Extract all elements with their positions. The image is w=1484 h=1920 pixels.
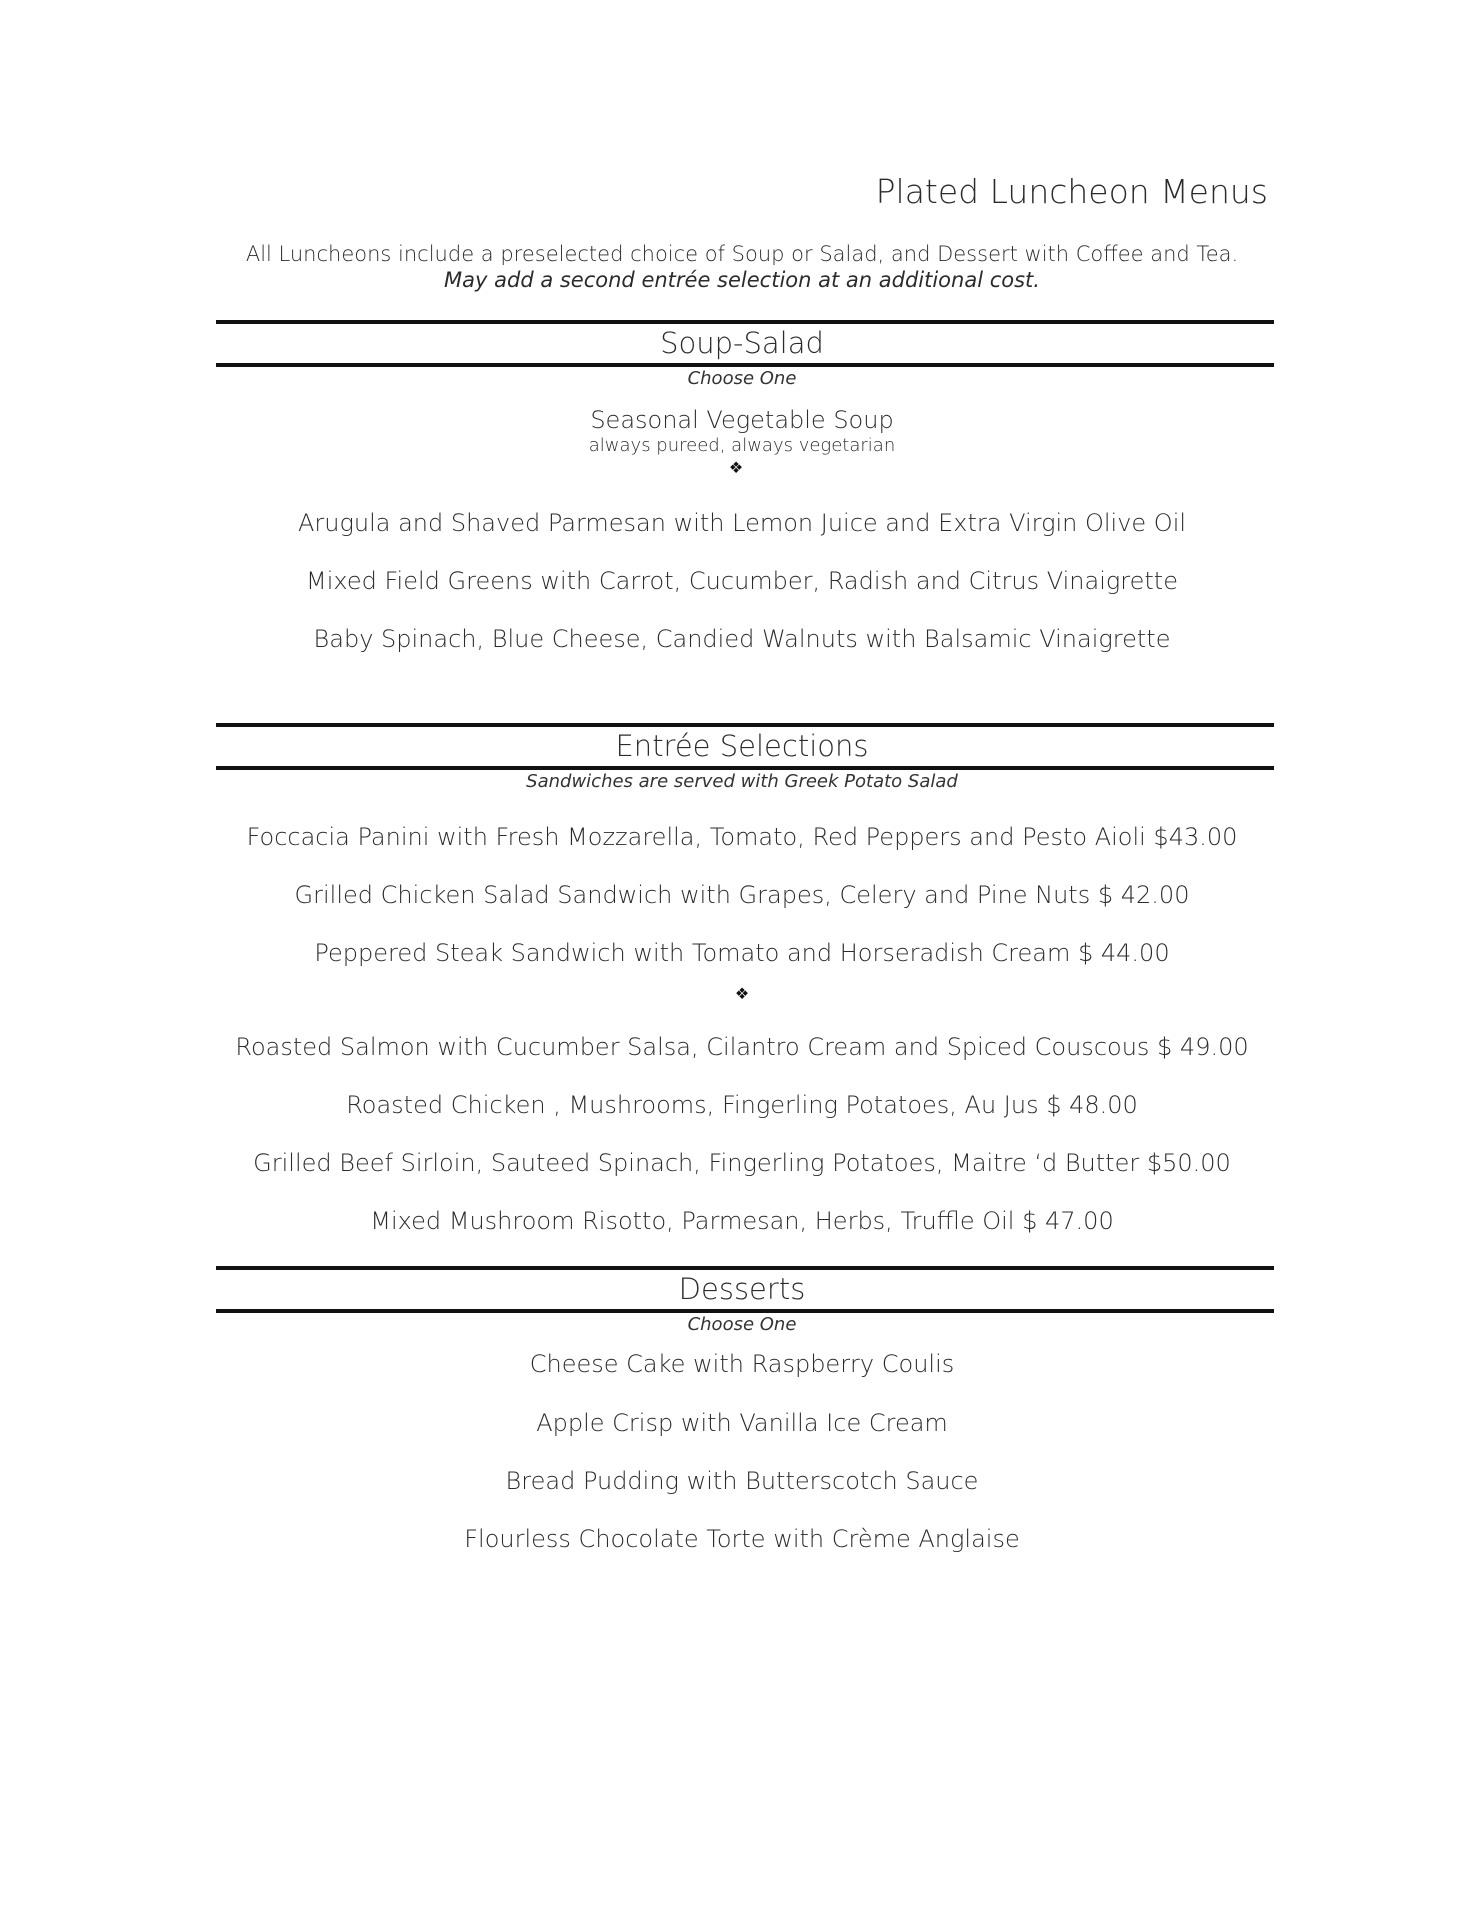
entree-heading: Entrée Selections [615, 729, 869, 763]
salad-item: Arugula and Shaved Parmesan with Lemon Juice and Extra Virgin Olive Oil [297, 509, 1187, 537]
entree-note: Sandwiches are served with Greek Potato Salad [526, 771, 958, 792]
entree-item: Grilled Chicken Salad Sandwich with Grapes, Celery and Pine Nuts $ 42.00 [294, 881, 1190, 909]
dessert-item: Apple Crisp with Vanilla Ice Cream [536, 1409, 948, 1437]
soup-name: Seasonal Vegetable Soup [590, 406, 894, 434]
entree-item: Mixed Mushroom Risotto, Parmesan, Herbs, Truffle Oil $ 47.00 [370, 1207, 1114, 1235]
section-rule-top [216, 1266, 1274, 1270]
dessert-item: Cheese Cake with Raspberry Coulis [529, 1350, 955, 1378]
section-rule-bottom [216, 766, 1274, 770]
dessert-item: Bread Pudding with Butterscotch Sauce [505, 1467, 979, 1495]
salad-item: Baby Spinach, Blue Cheese, Candied Walnuts with Balsamic Vinaigrette [313, 625, 1171, 653]
ornament-divider-icon: ❖ [728, 458, 744, 477]
salad-item: Mixed Field Greens with Carrot, Cucumber, Radish and Citrus Vinaigrette [306, 567, 1178, 595]
desserts-note: Choose One [687, 1314, 797, 1335]
intro-text: All Luncheons include a preselected choice of Soup or Salad, and Dessert with Coffee and Tea. [245, 242, 1239, 266]
entree-item: Peppered Steak Sandwich with Tomato and Horseradish Cream $ 44.00 [314, 939, 1170, 967]
soup-salad-heading: Soup-Salad [660, 326, 824, 360]
entree-item: Foccacia Panini with Fresh Mozzarella, Tomato, Red Peppers and Pesto Aioli $43.00 [246, 823, 1238, 851]
dessert-item: Flourless Chocolate Torte with Crème Anglaise [464, 1525, 1020, 1553]
section-rule-bottom [216, 1309, 1274, 1313]
entree-item: Grilled Beef Sirloin, Sauteed Spinach, Fingerling Potatoes, Maitre ‘d Butter $50.00 [253, 1149, 1231, 1177]
soup-salad-note: Choose One [687, 368, 797, 389]
section-rule-top [216, 723, 1274, 727]
ornament-divider-icon: ❖ [734, 984, 750, 1003]
page-title: Plated Luncheon Menus [875, 172, 1268, 211]
desserts-heading: Desserts [678, 1272, 806, 1306]
section-rule-top [216, 320, 1274, 324]
soup-description: always pureed, always vegetarian [588, 435, 896, 456]
entree-item: Roasted Salmon with Cucumber Salsa, Cilantro Cream and Spiced Couscous $ 49.00 [235, 1033, 1249, 1061]
section-rule-bottom [216, 363, 1274, 367]
entree-item: Roasted Chicken , Mushrooms, Fingerling Potatoes, Au Jus $ 48.00 [346, 1091, 1138, 1119]
intro-note: May add a second entrée selection at an additional cost. [444, 268, 1040, 292]
